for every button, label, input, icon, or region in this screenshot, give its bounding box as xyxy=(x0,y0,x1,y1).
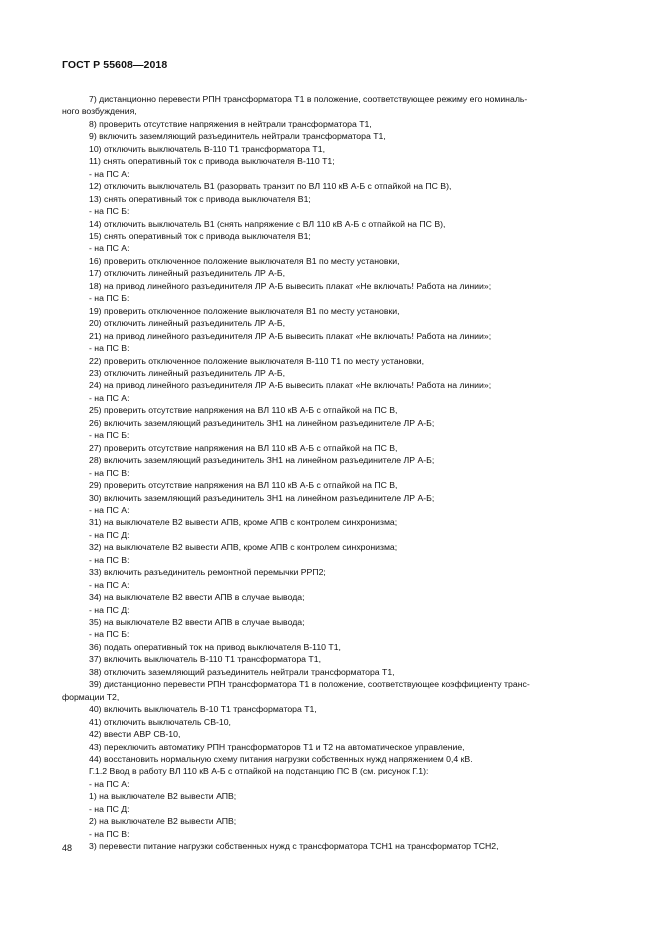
text-line: 42) ввести АВР СВ-10, xyxy=(89,729,181,740)
text-line: 40) включить выключатель В-10 Т1 трансформатора Т1, xyxy=(89,704,317,715)
text-line: 2) на выключателе В2 вывести АПВ; xyxy=(89,816,237,827)
text-line: 41) отключить выключатель СВ-10, xyxy=(89,716,231,727)
text-line: 11) снять оперативный ток с привода выключателя В-110 Т1; xyxy=(89,156,335,167)
text-line: 31) на выключателе В2 вывести АПВ, кроме АПВ с контролем синхронизма; xyxy=(89,517,398,528)
text-line: 38) отключить заземляющий разъединитель нейтрали трансформатора Т1, xyxy=(89,666,395,677)
text-line: 24) на привод линейного разъединителя ЛР А-Б вывесить плакат «Не включать! Работа на линии»; xyxy=(89,380,492,391)
text-line: 7) дистанционно перевести РПН трансформатора Т1 в положение, соответствующее режиму его номиналь- xyxy=(89,94,528,104)
text-line: - на ПС А: xyxy=(89,168,130,179)
text-line: 44) восстановить нормальную схему питания нагрузки собственных нужд напряжением 0,4 кВ. xyxy=(89,754,473,765)
text-line: - на ПС Б: xyxy=(89,629,130,640)
text-line: 35) на выключателе В2 ввести АПВ в случае вывода; xyxy=(89,617,305,628)
text-line: 33) включить разъединитель ремонтной перемычки РРП2; xyxy=(89,567,326,578)
text-line: 27) проверить отсутствие напряжения на ВЛ 110 кВ А-Б с отпайкой на ПС В, xyxy=(89,442,398,453)
text-line: ного возбуждения, xyxy=(62,106,137,117)
text-line: 37) включить выключатель В-110 Т1 трансформатора Т1, xyxy=(89,654,321,665)
text-line: - на ПС В: xyxy=(89,467,130,478)
text-line: 20) отключить линейный разъединитель ЛР А-Б, xyxy=(89,318,286,329)
text-line: 17) отключить линейный разъединитель ЛР А-Б, xyxy=(89,268,286,279)
text-line: 23) отключить линейный разъединитель ЛР А-Б, xyxy=(89,367,286,378)
text-line: 21) на привод линейного разъединителя ЛР А-Б вывесить плакат «Не включать! Работа на линии»; xyxy=(89,330,492,341)
text-line: 19) проверить отключенное положение выключателя В1 по месту установки, xyxy=(89,305,400,316)
text-line: - на ПС В: xyxy=(89,343,130,354)
text-line: - на ПС Д: xyxy=(89,529,130,540)
text-line: - на ПС Д: xyxy=(89,803,130,814)
text-line: - на ПС Б: xyxy=(89,293,130,304)
text-line: 12) отключить выключатель В1 (разорвать транзит по ВЛ 110 кВ А-Б с отпайкой на ПС В), xyxy=(89,181,452,192)
text-line: - на ПС В: xyxy=(89,828,130,839)
text-line: 34) на выключателе В2 ввести АПВ в случае вывода; xyxy=(89,592,305,603)
text-line: 39) дистанционно перевести РПН трансформатора Т1 в положение, соответствующее коэффициенту транс- xyxy=(89,679,530,690)
text-line: 14) отключить выключатель В1 (снять напряжение с ВЛ 110 кВ А-Б с отпайкой на ПС В), xyxy=(89,218,446,229)
text-line: - на ПС А: xyxy=(89,243,130,254)
text-line: 10) отключить выключатель В-110 Т1 трансформатора Т1, xyxy=(89,143,325,154)
text-line: 8) проверить отсутствие напряжения в нейтрали трансформатора Т1, xyxy=(89,118,372,129)
text-line: Г.1.2 Ввод в работу ВЛ 110 кВ А-Б с отпайкой на подстанцию ПС В (см. рисунок Г.1): xyxy=(89,766,429,777)
text-line: 26) включить заземляющий разъединитель ЗН1 на линейном разъединителе ЛР А-Б; xyxy=(89,417,435,428)
text-line: 13) снять оперативный ток с привода выключателя В1; xyxy=(89,193,311,204)
text-line: - на ПС Д: xyxy=(89,604,130,615)
text-line: - на ПС А: xyxy=(89,579,130,590)
text-line: 30) включить заземляющий разъединитель ЗН1 на линейном разъединителе ЛР А-Б; xyxy=(89,492,435,503)
text-line: 15) снять оперативный ток с привода выключателя В1; xyxy=(89,230,311,241)
page-number: 48 xyxy=(62,843,73,853)
text-line: - на ПС А: xyxy=(89,778,130,789)
text-line: 22) проверить отключенное положение выключателя В-110 Т1 по месту установки, xyxy=(89,355,424,366)
text-line: 36) подать оперативный ток на привод выключателя В-110 Т1, xyxy=(89,641,341,652)
text-line: формации Т2, xyxy=(62,691,120,702)
text-line: 43) переключить автоматику РПН трансформаторов Т1 и Т2 на автоматическое управление, xyxy=(89,741,465,752)
text-line: - на ПС Б: xyxy=(89,430,130,441)
text-line: 9) включить заземляющий разъединитель нейтрали трансформатора Т1, xyxy=(89,131,386,142)
text-line: 29) проверить отсутствие напряжения на ВЛ 110 кВ А-Б с отпайкой на ПС В, xyxy=(89,480,398,491)
text-line: 3) перевести питание нагрузки собственных нужд с трансформатора ТСН1 на трансформатор ТСН2, xyxy=(89,841,499,852)
text-line: - на ПС А: xyxy=(89,392,130,403)
document-body xyxy=(62,93,600,853)
text-line: 25) проверить отсутствие напряжения на ВЛ 110 кВ А-Б с отпайкой на ПС В, xyxy=(89,405,398,416)
text-line: 1) на выключателе В2 вывести АПВ; xyxy=(89,791,237,802)
text-line: 28) включить заземляющий разъединитель ЗН1 на линейном разъединителе ЛР А-Б; xyxy=(89,455,435,466)
text-line: 32) на выключателе В2 вывести АПВ, кроме АПВ с контролем синхронизма; xyxy=(89,542,398,553)
text-line: - на ПС В: xyxy=(89,554,130,565)
text-line: 16) проверить отключенное положение выключателя В1 по месту установки, xyxy=(89,255,400,266)
text-line: - на ПС А: xyxy=(89,504,130,515)
text-line: 18) на привод линейного разъединителя ЛР А-Б вывесить плакат «Не включать! Работа на линии»; xyxy=(89,280,492,291)
text-line: - на ПС Б: xyxy=(89,206,130,217)
page-header: ГОСТ Р 55608—2018 xyxy=(62,59,168,71)
